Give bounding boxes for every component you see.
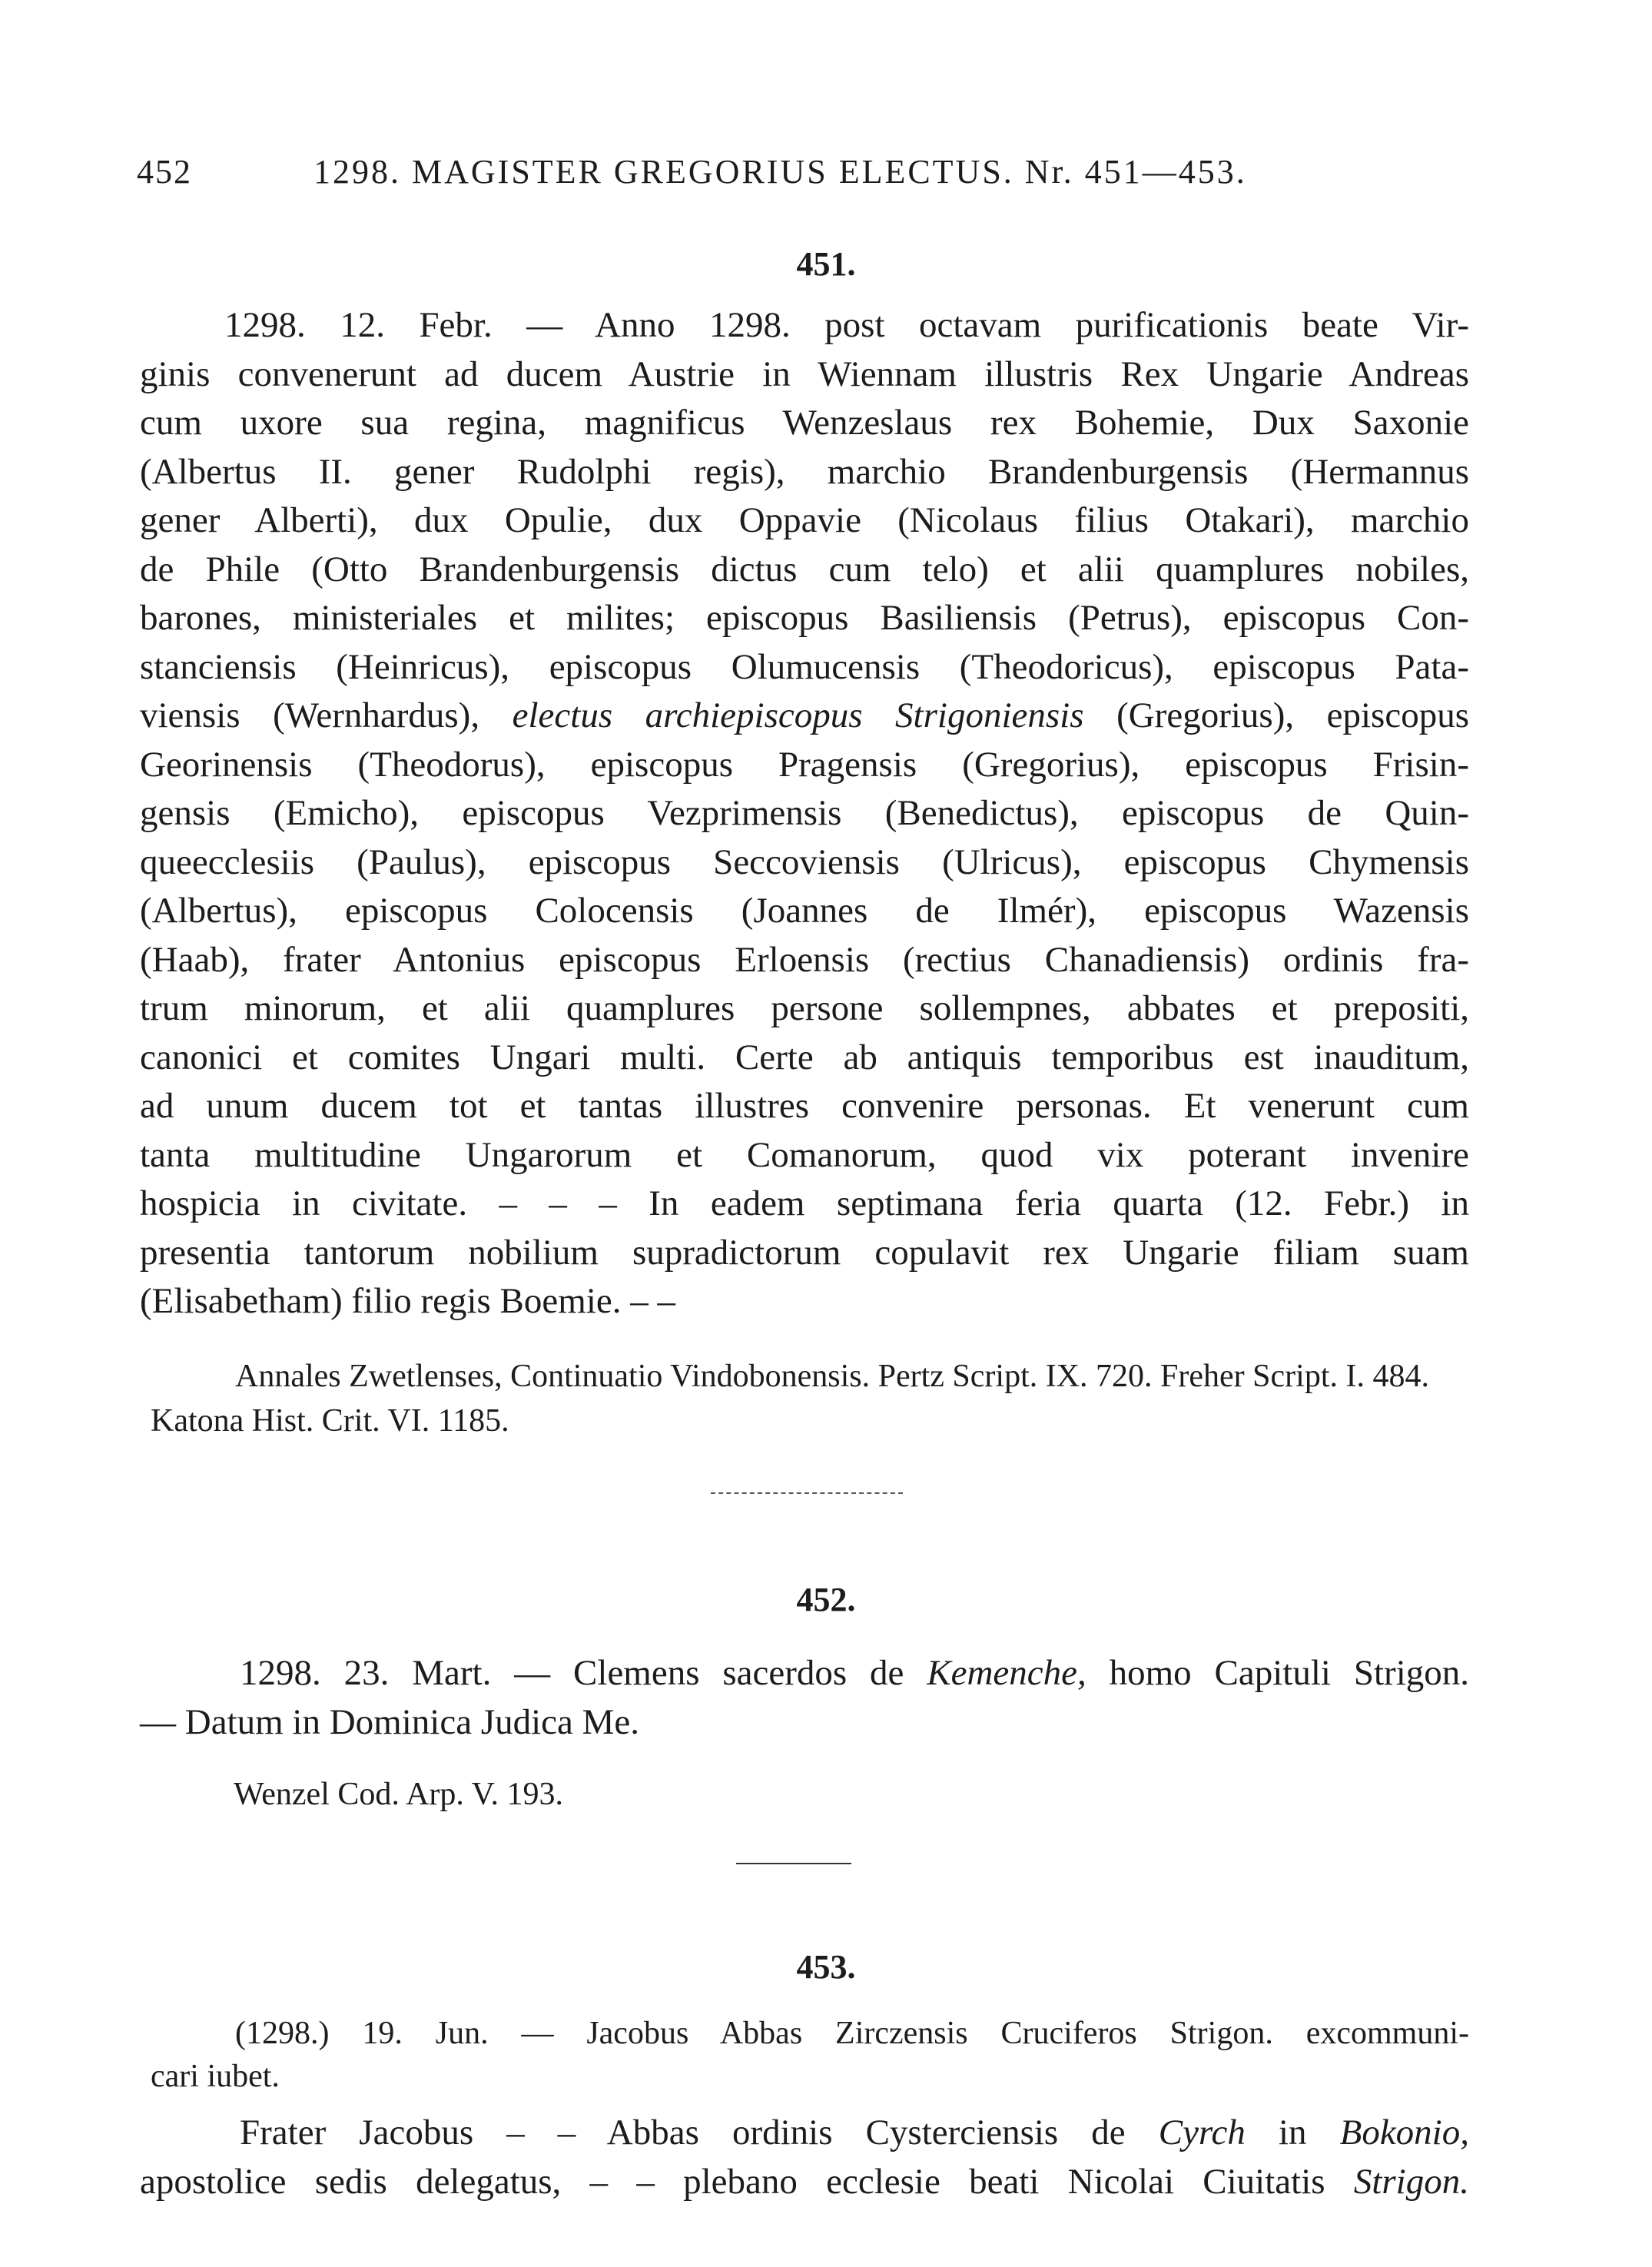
text-line: cum uxore sua regina, magnificus Wenzeslaus rex Bohemie, Dux Saxonie — [140, 403, 1469, 443]
text-line: queecclesiis (Paulus), episcopus Seccoviensis (Ulricus), episcopus Chymensis — [140, 841, 1469, 882]
page-number: 452 — [137, 153, 192, 191]
text-line: ad unum ducem tot et tantas illustres convenire personas. Et venerunt cum — [140, 1086, 1469, 1126]
text-line: stanciensis (Heinricus), episcopus Olumucensis (Theodoricus), episcopus Pata- — [140, 646, 1469, 687]
text-line: canonici et comites Ungari multi. Certe ab antiquis temporibus est inauditum, — [140, 1037, 1469, 1077]
text-segment: Frater Jacobus – – Abbas ordinis Cysterciensis de — [240, 2113, 1159, 2152]
running-header — [137, 152, 1489, 198]
text-line-with-italic — [140, 2109, 1469, 2158]
text-line-with-italic — [140, 1649, 1469, 1698]
text-segment: homo Capituli Strigon. — [1086, 1653, 1469, 1693]
text-line: barones, ministeriales et milites; episcopus Basiliensis (Petrus), episcopus Con- — [140, 598, 1469, 638]
document-453-regest — [151, 2012, 1469, 2098]
text-line: 1298. 12. Febr. — Anno 1298. post octavam purificationis beate Vir- — [224, 305, 1469, 345]
source-citation-452: Wenzel Cod. Arp. V. 193. — [234, 1777, 564, 1812]
text-line: trum minorum, et alii quamplures persone sollempnes, abbates et prepositi, — [140, 988, 1469, 1028]
separator-rule — [711, 1492, 903, 1494]
text-line: gensis (Emicho), episcopus Vezprimensis (Benedictus), episcopus de Quin- — [140, 793, 1469, 833]
text-line: (Albertus II. gener Rudolphi regis), marchio Brandenburgensis (Hermannus — [140, 451, 1469, 492]
document-number-453: 453. — [796, 1948, 856, 1986]
separator-rule — [736, 1863, 851, 1864]
italic-place-name: Kemenche, — [927, 1653, 1086, 1693]
italic-phrase: electus archiepiscopus Strigoniensis — [512, 695, 1084, 735]
document-number-452: 452. — [796, 1581, 856, 1618]
text-line: gener Alberti), dux Opulie, dux Oppavie (Nicolaus filius Otakari), marchio — [140, 500, 1469, 540]
text-line-with-italic — [140, 692, 1469, 741]
text-segment: in — [1245, 2113, 1340, 2152]
text-line: (Haab), frater Antonius episcopus Erloensis (rectius Chanadiensis) ordinis fra- — [140, 939, 1469, 980]
text-line-with-italic — [140, 2158, 1469, 2207]
text-line: (1298.) 19. Jun. — Jacobus Abbas Zirczensis Cruciferos Strigon. excommuni- — [235, 2016, 1469, 2051]
text-line: — Datum in Dominica Judica Me. — [140, 1701, 640, 1742]
text-segment: (Gregorius), episcopus — [1083, 695, 1470, 735]
text-line: tanta multitudine Ungarorum et Comanorum, quod vix poterant invenire — [140, 1134, 1469, 1175]
text-line: de Phile (Otto Brandenburgensis dictus cum telo) et alii quamplures nobiles, — [140, 549, 1469, 589]
text-line: (Elisabetham) filio regis Boemie. – – — [140, 1281, 675, 1321]
text-line: ginis convenerunt ad ducem Austrie in Wiennam illustris Rex Ungarie Andreas — [140, 353, 1469, 394]
text-line: Georinensis (Theodorus), episcopus Pragensis (Gregorius), episcopus Frisin- — [140, 744, 1469, 785]
italic-place-name: Bokonio, — [1339, 2113, 1469, 2152]
text-segment: viensis (Wernhardus), — [140, 695, 513, 735]
text-segment: apostolice sedis delegatus, – – plebano ecclesie beati Nicolai Ciuitatis — [140, 2161, 1354, 2202]
text-segment: 1298. 23. Mart. — Clemens sacerdos de — [240, 1653, 927, 1693]
text-line: (Albertus), episcopus Colocensis (Joannes de Ilmér), episcopus Wazensis — [140, 891, 1469, 931]
document-number-451: 451. — [796, 245, 856, 283]
document-452-text — [140, 1649, 1469, 1747]
document-451-text — [140, 301, 1469, 1326]
text-line: hospicia in civitate. – – – In eadem septimana feria quarta (12. Febr.) in — [140, 1183, 1469, 1223]
text-line: presentia tantorum nobilium supradictorum copulavit rex Ungarie filiam suam — [140, 1232, 1469, 1273]
italic-place-name: Cyrch — [1158, 2113, 1246, 2152]
running-title: 1298. MAGISTER GREGORIUS ELECTUS. Nr. 451—453. — [313, 153, 1247, 191]
document-453-text — [140, 2109, 1469, 2206]
text-line: cari iubet. — [151, 2059, 280, 2094]
source-citation-451: Annales Zwetlenses, Continuatio Vindobonensis. Pertz Script. IX. 720. Freher Script. I. 484. Katona Hist. Crit. VI. 1185. — [151, 1359, 1429, 1439]
italic-place-name: Strigon. — [1353, 2161, 1469, 2202]
